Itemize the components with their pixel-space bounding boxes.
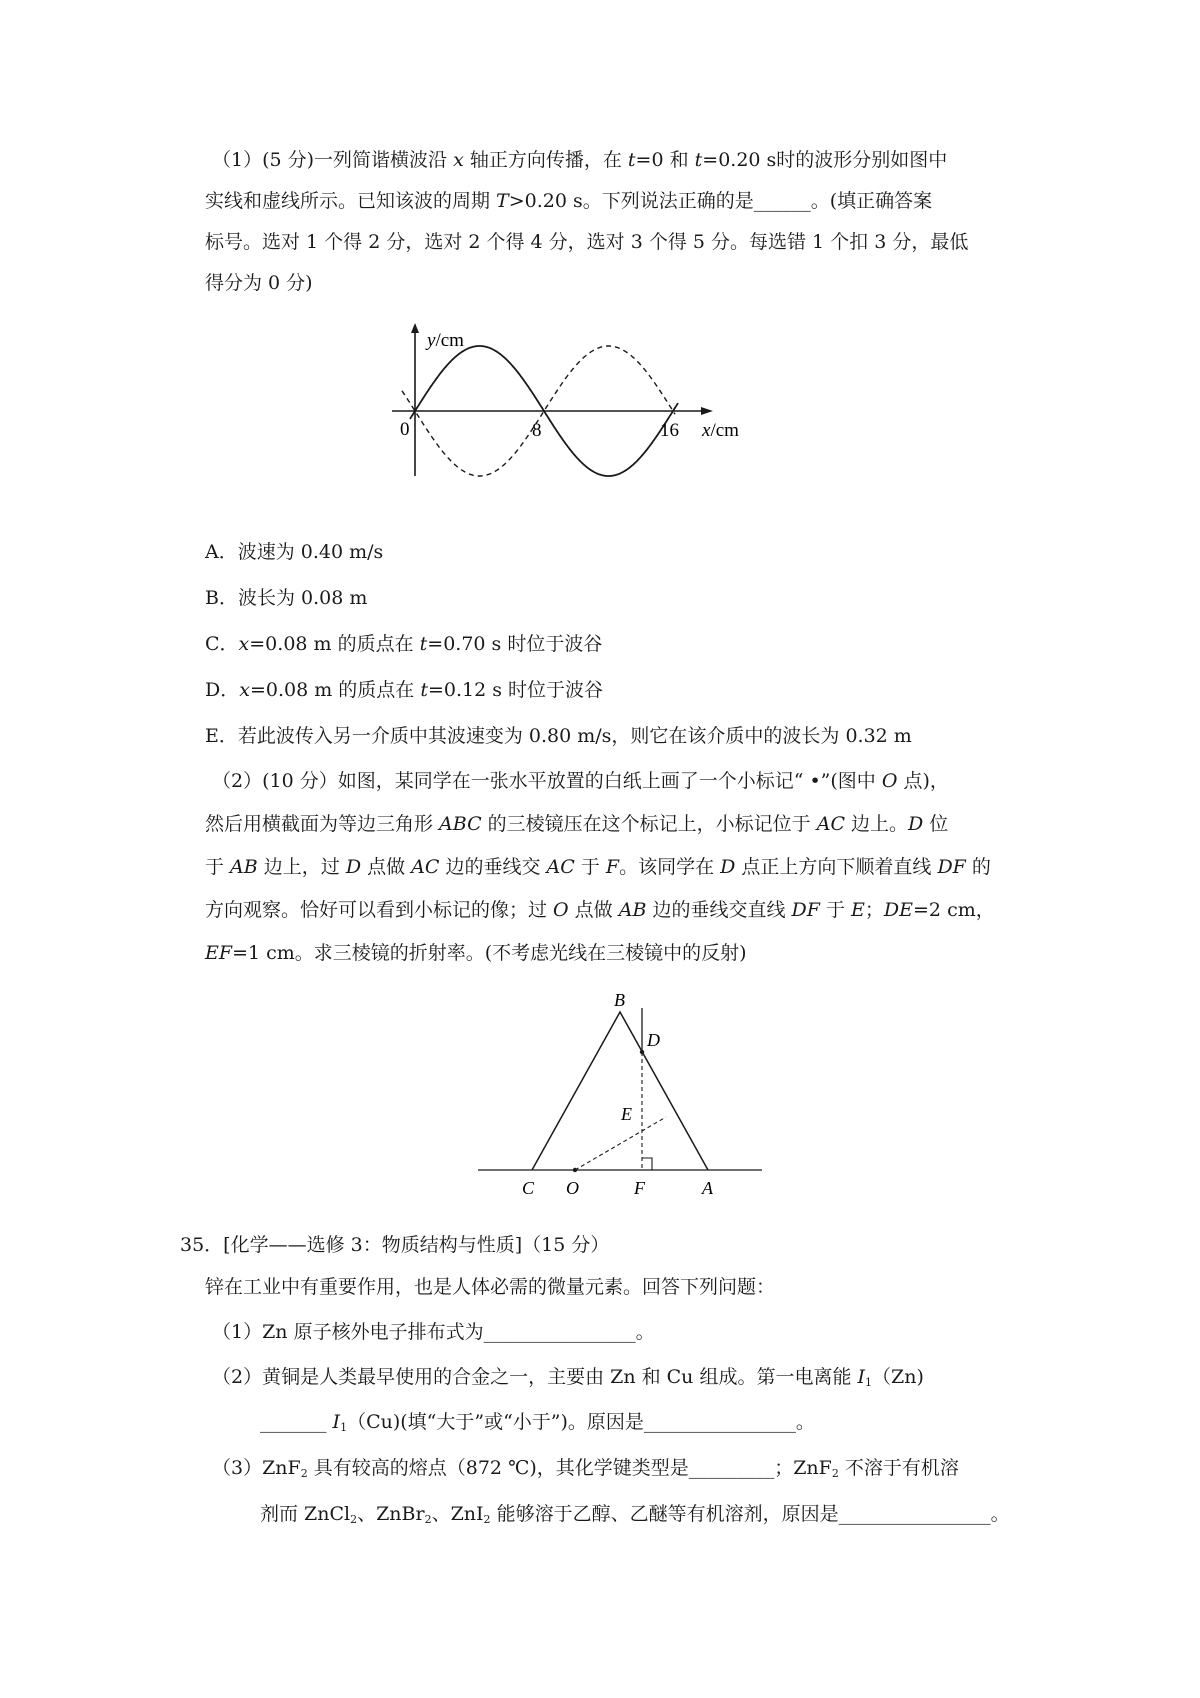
y-axis-arrow xyxy=(411,323,419,333)
q34-2-line3: 于 AB 边上，过 D 点做 AC 边的垂线交 AC 于 F。该同学在 D 点正上方向下顺着直线 DF 的 xyxy=(205,856,991,878)
option-b: B．波长为 0.08 m xyxy=(205,587,368,609)
q34-2-line5: EF=1 cm。求三棱镜的折射率。(不考虑光线在三棱镜中的反射) xyxy=(205,942,747,964)
label-f: F xyxy=(634,1178,645,1198)
q34-1-line3: 标号。选对 1 个得 2 分，选对 2 个得 4 分，选对 3 个得 5 分。每选错 1 个扣 3 分，最低 xyxy=(205,231,969,253)
q34-2-line1: （2）(10 分）如图，某同学在一张水平放置的白纸上画了一个小标记“ •”(图中 O 点)， xyxy=(212,770,949,792)
label-e: E xyxy=(621,1104,632,1124)
label-o: O xyxy=(566,1178,579,1198)
q34-1-line4: 得分为 0 分) xyxy=(205,272,313,294)
q35-title: 35．[化学——选修 3：物质结构与性质]（15 分） xyxy=(180,1234,610,1256)
x-axis-arrow xyxy=(701,407,713,415)
q35-intro: 锌在工业中有重要作用，也是人体必需的微量元素。回答下列问题： xyxy=(205,1276,776,1298)
q35-sub2-line2: _______ $I_1(Cu)$(填“大于”或“小于”)。原因是________________。 xyxy=(260,1411,815,1434)
q34-1-line2: 实线和虚线所示。已知该波的周期 T>0.20 s。下列说法正确的是______。(填正确答案 xyxy=(205,190,933,212)
option-e: E．若此波传入另一介质中其波速变为 0.80 m/s，则它在该介质中的波长为 0.32 m xyxy=(205,725,912,747)
q34-1-line1: （1）(5 分)一列简谐横波沿 x 轴正方向传播，在 t=0 和 t=0.20 s时的波形分别如图中 xyxy=(212,149,948,171)
q35-sub3-line1: （3）ZnF$_2$ 具有较高的熔点（872 ℃)，其化学键类型是_________；ZnF$_2$ 不溶于有机溶 xyxy=(212,1457,959,1480)
q35-sub1: （1）Zn 原子核外电子排布式为________________。 xyxy=(212,1321,655,1343)
tick-label-8: 8 xyxy=(532,420,542,441)
q34-2-line2: 然后用横截面为等边三角形 ABC 的三棱镜压在这个标记上，小标记位于 AC 边上。D 位 xyxy=(205,813,949,835)
label-d: D xyxy=(647,1030,660,1050)
q35-sub3-line2: 剂而 ZnCl$_2$、ZnBr$_2$、ZnI$_2$ 能够溶于乙醇、乙醚等有机溶剂，原因是________________。 xyxy=(260,1503,1010,1526)
option-a: A．波速为 0.40 m/s xyxy=(205,541,384,563)
x-axis-label: x/cm xyxy=(702,420,739,441)
option-c: C．x=0.08 m 的质点在 t=0.70 s 时位于波谷 xyxy=(205,633,603,655)
prism-figure xyxy=(470,990,770,1200)
tick-label-16: 16 xyxy=(660,420,679,441)
point-d xyxy=(640,1050,644,1054)
label-b: B xyxy=(614,990,625,1010)
q34-2-line4: 方向观察。恰好可以看到小标记的像；过 O 点做 AB 边的垂线交直线 DF 于 E；DE=2 cm， xyxy=(205,899,995,921)
wave-figure xyxy=(380,318,760,488)
point-o xyxy=(573,1168,577,1172)
label-c: C xyxy=(522,1178,535,1198)
triangle-abc xyxy=(532,1012,708,1170)
origin-label: 0 xyxy=(400,419,410,440)
right-angle-mark xyxy=(642,1158,652,1170)
y-axis-label: y/cm xyxy=(427,330,464,351)
q35-sub2-line1: （2）黄铜是人类最早使用的合金之一，主要由 Zn 和 Cu 组成。第一电离能 $I_1(Zn)$ xyxy=(212,1366,924,1389)
option-d: D．x=0.08 m 的质点在 t=0.12 s 时位于波谷 xyxy=(205,679,604,701)
label-a: A xyxy=(702,1178,713,1198)
